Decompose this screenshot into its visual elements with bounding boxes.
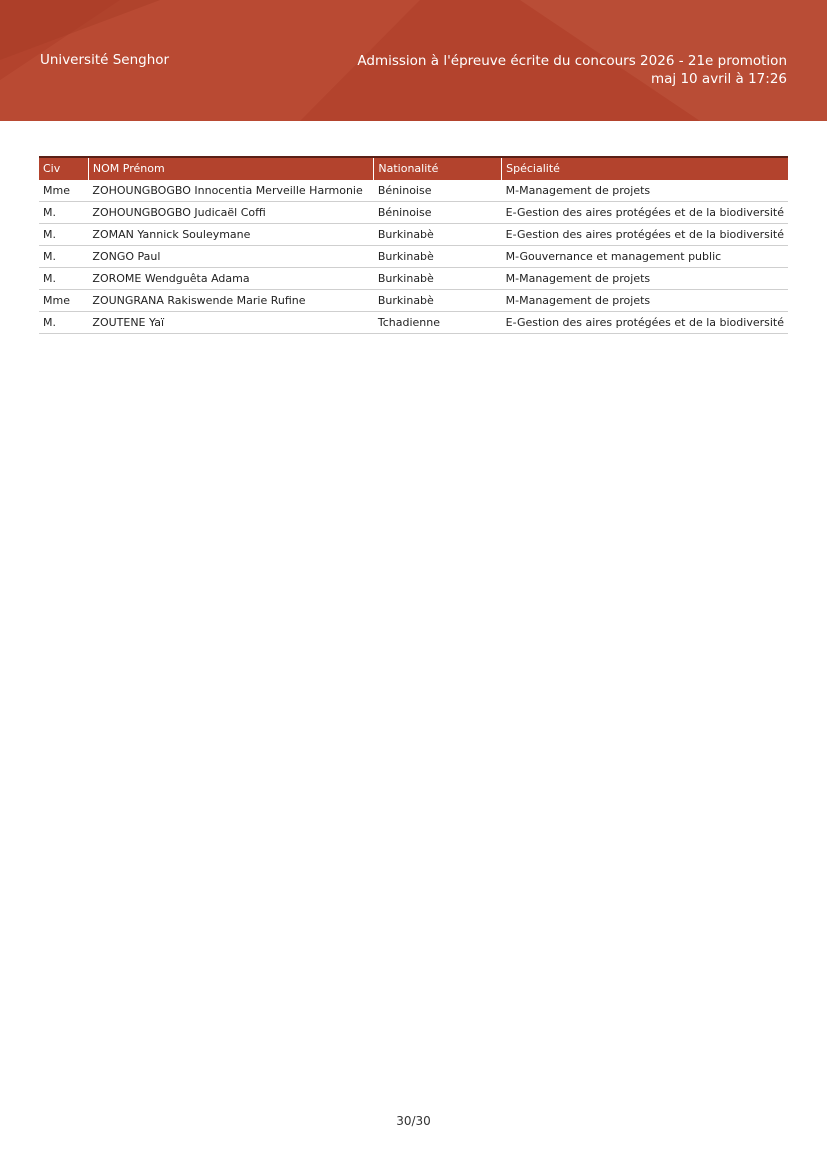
table-row: [39, 224, 788, 246]
column-header-civ: Civ: [39, 157, 88, 180]
admission-table: [39, 156, 788, 334]
cell-name: ZONGO Paul: [88, 246, 373, 268]
cell-speciality: E-Gestion des aires protégées et de la biodiversité: [502, 224, 788, 246]
page-header: [0, 0, 827, 121]
cell-name: ZOMAN Yannick Souleymane: [88, 224, 373, 246]
table-row: [39, 246, 788, 268]
cell-speciality: M-Management de projets: [502, 290, 788, 312]
column-header-speciality: Spécialité: [502, 157, 788, 180]
cell-civ: M.: [39, 312, 88, 334]
column-header-nationality: Nationalité: [374, 157, 502, 180]
table-row: [39, 180, 788, 202]
table-row: [39, 268, 788, 290]
cell-name: ZOUNGRANA Rakiswende Marie Rufine: [88, 290, 373, 312]
cell-civ: M.: [39, 246, 88, 268]
cell-name: ZOUTENE Yaï: [88, 312, 373, 334]
cell-nationality: Béninoise: [374, 180, 502, 202]
cell-civ: Mme: [39, 290, 88, 312]
cell-civ: M.: [39, 224, 88, 246]
page-number: 30/30: [396, 1114, 431, 1128]
cell-speciality: M-Management de projets: [502, 268, 788, 290]
institution-name: Université Senghor: [40, 52, 170, 68]
cell-nationality: Burkinabè: [374, 268, 502, 290]
table-row: [39, 312, 788, 334]
cell-name: ZOROME Wendguêta Adama: [88, 268, 373, 290]
cell-name: ZOHOUNGBOGBO Innocentia Merveille Harmonie: [88, 180, 373, 202]
update-timestamp: maj 10 avril à 17:26: [650, 71, 787, 87]
cell-speciality: M-Gouvernance et management public: [502, 246, 788, 268]
table-header-row: [39, 157, 788, 180]
cell-nationality: Béninoise: [374, 202, 502, 224]
cell-civ: Mme: [39, 180, 88, 202]
table-row: [39, 202, 788, 224]
cell-speciality: M-Management de projets: [502, 180, 788, 202]
cell-speciality: E-Gestion des aires protégées et de la biodiversité: [502, 202, 788, 224]
cell-name: ZOHOUNGBOGBO Judicaël Coffi: [88, 202, 373, 224]
cell-nationality: Burkinabè: [374, 224, 502, 246]
cell-nationality: Burkinabè: [374, 246, 502, 268]
cell-nationality: Tchadienne: [374, 312, 502, 334]
cell-nationality: Burkinabè: [374, 290, 502, 312]
document-title: Admission à l'épreuve écrite du concours 2026 - 21e promotion: [357, 53, 787, 69]
header-title-block: [357, 52, 787, 88]
table-row: [39, 290, 788, 312]
cell-civ: M.: [39, 202, 88, 224]
cell-civ: M.: [39, 268, 88, 290]
column-header-name: NOM Prénom: [88, 157, 373, 180]
cell-speciality: E-Gestion des aires protégées et de la biodiversité: [502, 312, 788, 334]
